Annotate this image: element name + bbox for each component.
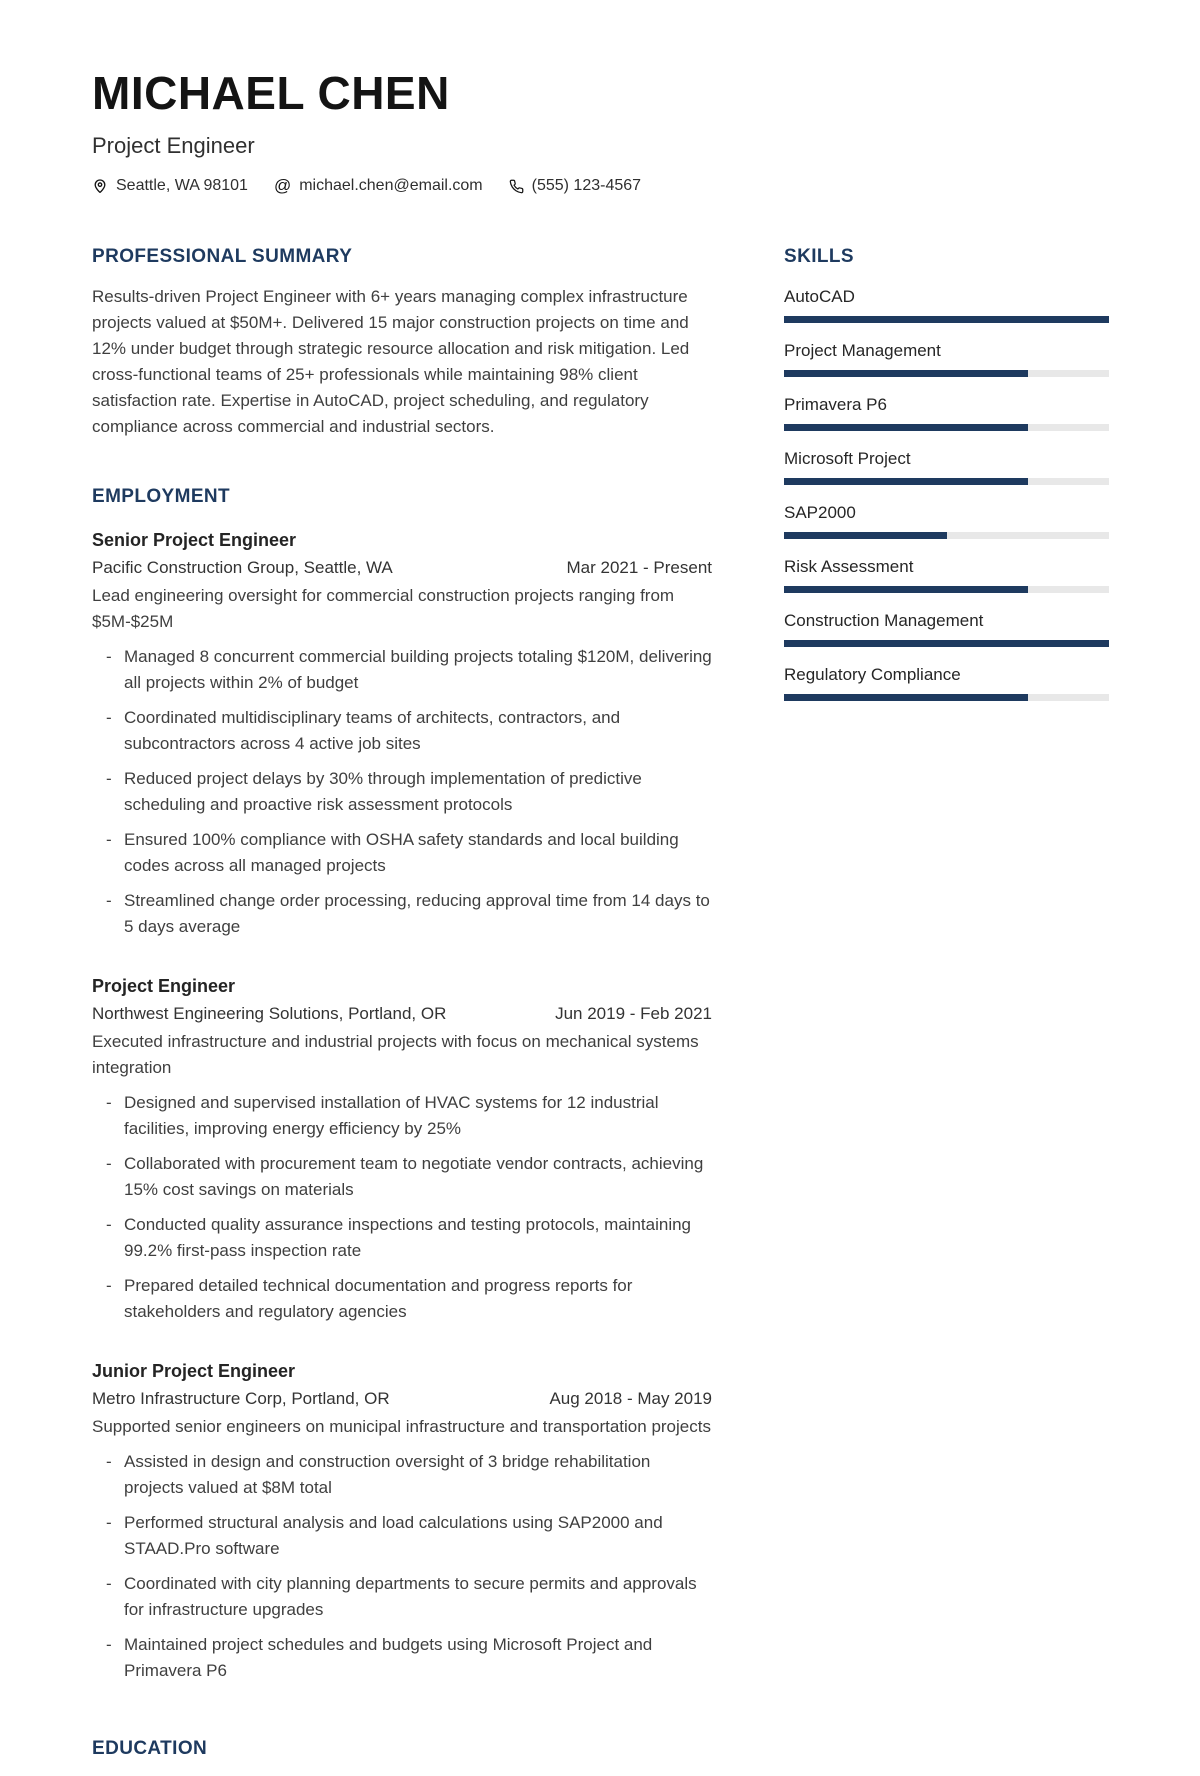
left-column xyxy=(92,246,712,1776)
contact-item xyxy=(509,177,641,195)
skill-label: Construction Management xyxy=(784,610,984,630)
bullet-dash: - xyxy=(106,829,112,849)
job-company: Northwest Engineering Solutions, Portland, OR xyxy=(92,1003,447,1023)
bullet-text: Prepared detailed technical documentation and progress reports for stakeholders and regulatory agencies xyxy=(124,1275,633,1321)
skill-item xyxy=(784,662,1109,701)
summary-text: Results-driven Project Engineer with 6+ years managing complex infrastructure projects valued at $50M+. Delivered 15 major construction projects on time and 12% under budget through strategic resource allocation and risk mitigation. Led cross-functional teams of 25+ professionals while maintaining 98% client satisfaction rate. Expertise in AutoCAD, project scheduling, and regulatory compliance across commercial and industrial sectors. xyxy=(92,286,690,436)
skill-label: Project Management xyxy=(784,340,941,360)
job-bullet xyxy=(92,1273,712,1325)
bullet-text: Coordinated with city planning departments to secure permits and approvals for infrastructure upgrades xyxy=(124,1573,697,1619)
job-bullets xyxy=(92,1090,712,1325)
job-bullets xyxy=(92,1449,712,1684)
contact-text: Seattle, WA 98101 xyxy=(116,177,248,195)
bullet-dash: - xyxy=(106,646,112,666)
job-entry xyxy=(92,1361,712,1684)
bullet-text: Ensured 100% compliance with OSHA safety standards and local building codes across all managed projects xyxy=(124,829,679,875)
job-entry xyxy=(92,530,712,940)
job-company-row xyxy=(92,558,712,578)
bullet-text: Conducted quality assurance inspections and testing protocols, maintaining 99.2% first-pass inspection rate xyxy=(124,1214,692,1260)
bullet-text: Maintained project schedules and budgets using Microsoft Project and Primavera P6 xyxy=(124,1634,653,1680)
job-title: Senior Project Engineer xyxy=(92,529,297,550)
job-title: Project Engineer xyxy=(92,975,236,996)
job-bullets xyxy=(92,644,712,940)
resume-header xyxy=(92,68,1112,196)
job-title: Junior Project Engineer xyxy=(92,1360,296,1381)
bullet-text: Streamlined change order processing, reducing approval time from 14 days to 5 days average xyxy=(124,890,710,936)
bullet-dash: - xyxy=(106,1451,112,1471)
skill-bar-track xyxy=(784,316,1109,323)
skill-item xyxy=(784,554,1109,593)
bullet-dash: - xyxy=(106,1275,112,1295)
skill-bar-track xyxy=(784,532,1109,539)
skill-bar-fill xyxy=(784,370,1028,377)
job-bullet xyxy=(92,888,712,940)
job-bullet xyxy=(92,644,712,696)
skill-bar-track xyxy=(784,478,1109,485)
skill-item xyxy=(784,500,1109,539)
skill-label: Regulatory Compliance xyxy=(784,664,961,684)
skill-bar-track xyxy=(784,694,1109,701)
job-bullet xyxy=(92,1510,712,1562)
job-description: Lead engineering oversight for commercial construction projects ranging from $5M-$25M xyxy=(92,585,675,631)
job-bullet xyxy=(92,1151,712,1203)
skill-bar-fill xyxy=(784,640,1109,647)
job-bullet xyxy=(92,1090,712,1142)
job-bullet xyxy=(92,705,712,757)
contact-item xyxy=(274,177,483,196)
employment-heading: EMPLOYMENT xyxy=(92,485,231,507)
person-name: MICHAEL CHEN xyxy=(92,67,450,119)
education-heading: EDUCATION xyxy=(92,1737,208,1759)
location-icon xyxy=(92,178,108,194)
skill-bar-fill xyxy=(784,532,947,539)
education-section xyxy=(92,1738,712,1760)
skill-item xyxy=(784,608,1109,647)
skill-bar-track xyxy=(784,370,1109,377)
skill-label: SAP2000 xyxy=(784,502,856,522)
job-company-row xyxy=(92,1389,712,1409)
bullet-dash: - xyxy=(106,1634,112,1654)
skill-label: Primavera P6 xyxy=(784,394,887,414)
person-title: Project Engineer xyxy=(92,132,255,158)
skill-label: AutoCAD xyxy=(784,286,855,306)
bullet-dash: - xyxy=(106,890,112,910)
bullet-text: Coordinated multidisciplinary teams of architects, contractors, and subcontractors across 4 active job sites xyxy=(124,707,621,753)
skills-section xyxy=(784,246,1109,701)
job-bullet xyxy=(92,827,712,879)
bullet-text: Collaborated with procurement team to negotiate vendor contracts, achieving 15% cost savings on materials xyxy=(124,1153,704,1199)
bullet-dash: - xyxy=(106,707,112,727)
skill-item xyxy=(784,284,1109,323)
summary-heading: PROFESSIONAL SUMMARY xyxy=(92,245,353,267)
skills-list xyxy=(784,284,1109,701)
skill-bar-track xyxy=(784,640,1109,647)
summary-section xyxy=(92,246,712,440)
bullet-dash: - xyxy=(106,768,112,788)
contact-row xyxy=(92,177,1112,196)
skill-item xyxy=(784,338,1109,377)
job-bullet xyxy=(92,1212,712,1264)
contact-item xyxy=(92,177,248,195)
right-column xyxy=(784,246,1109,1776)
job-dates: Aug 2018 - May 2019 xyxy=(549,1388,712,1408)
job-company-row xyxy=(92,1004,712,1024)
bullet-dash: - xyxy=(106,1092,112,1112)
bullet-text: Managed 8 concurrent commercial building projects totaling $120M, delivering all projects within 2% of budget xyxy=(124,646,712,692)
job-bullet xyxy=(92,1632,712,1684)
skill-item xyxy=(784,392,1109,431)
bullet-text: Reduced project delays by 30% through implementation of predictive scheduling and proactive risk assessment protocols xyxy=(124,768,642,814)
employment-section xyxy=(92,486,712,1684)
job-bullet xyxy=(92,766,712,818)
bullet-dash: - xyxy=(106,1573,112,1593)
bullet-text: Designed and supervised installation of HVAC systems for 12 industrial facilities, improving energy efficiency by 25% xyxy=(124,1092,659,1138)
skill-bar-fill xyxy=(784,316,1109,323)
bullet-dash: - xyxy=(106,1214,112,1234)
content-columns xyxy=(92,246,1112,1776)
bullet-text: Assisted in design and construction oversight of 3 bridge rehabilitation projects valued at $8M total xyxy=(124,1451,651,1497)
contact-text: michael.chen@email.com xyxy=(299,177,483,195)
skill-bar-fill xyxy=(784,694,1028,701)
bullet-text: Performed structural analysis and load calculations using SAP2000 and STAAD.Pro software xyxy=(124,1512,663,1558)
jobs-list xyxy=(92,530,712,1684)
email-icon: @ xyxy=(273,175,292,195)
job-company: Metro Infrastructure Corp, Portland, OR xyxy=(92,1388,390,1408)
job-description: Supported senior engineers on municipal infrastructure and transportation projects xyxy=(92,1416,711,1436)
skill-label: Microsoft Project xyxy=(784,448,911,468)
bullet-dash: - xyxy=(106,1153,112,1173)
job-bullet xyxy=(92,1571,712,1623)
skill-bar-track xyxy=(784,424,1109,431)
phone-icon xyxy=(509,179,524,194)
skill-bar-fill xyxy=(784,478,1028,485)
job-entry xyxy=(92,976,712,1325)
job-dates: Jun 2019 - Feb 2021 xyxy=(555,1003,712,1023)
skill-bar-fill xyxy=(784,424,1028,431)
contact-text: (555) 123-4567 xyxy=(531,177,642,195)
skill-bar-fill xyxy=(784,586,1028,593)
skills-heading: SKILLS xyxy=(784,245,854,267)
skill-item xyxy=(784,446,1109,485)
bullet-dash: - xyxy=(106,1512,112,1532)
job-bullet xyxy=(92,1449,712,1501)
skill-bar-track xyxy=(784,586,1109,593)
job-company: Pacific Construction Group, Seattle, WA xyxy=(92,557,393,577)
skill-label: Risk Assessment xyxy=(784,556,914,576)
job-description: Executed infrastructure and industrial projects with focus on mechanical systems integration xyxy=(92,1031,699,1077)
job-dates: Mar 2021 - Present xyxy=(566,557,712,577)
